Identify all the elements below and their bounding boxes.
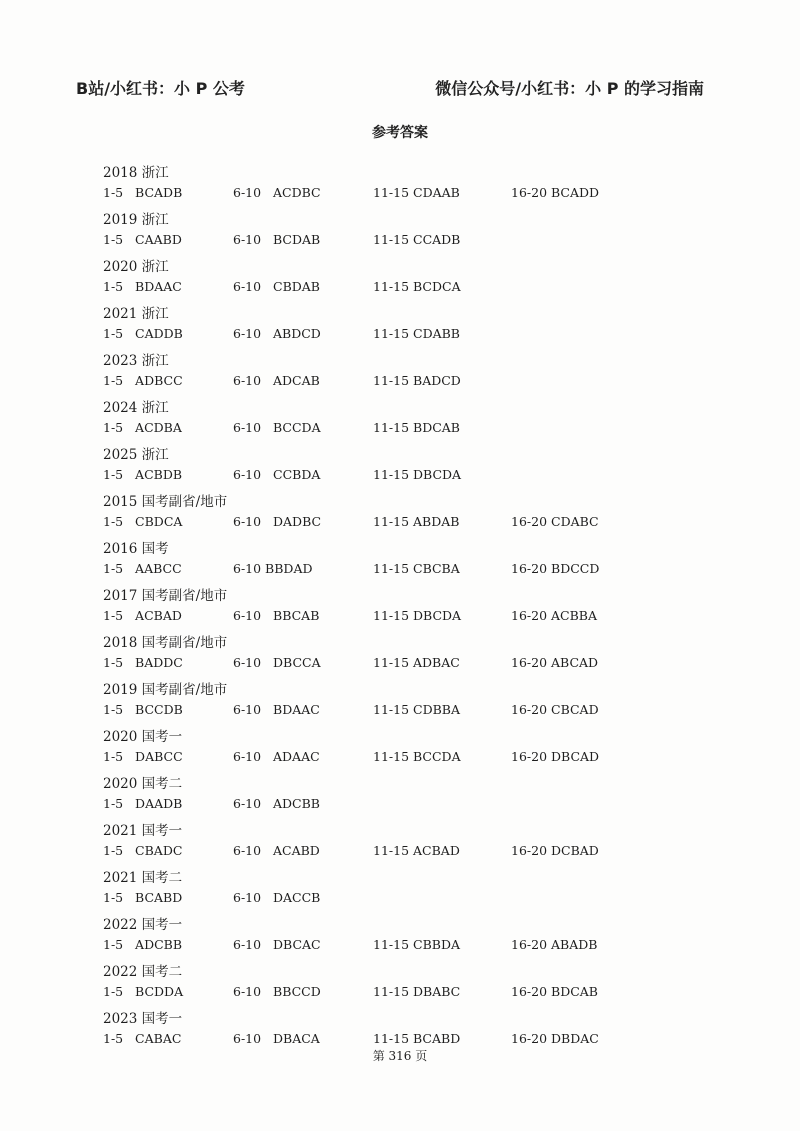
section-title: 2021 国考二 xyxy=(103,870,183,886)
answer-row xyxy=(103,982,598,1002)
answer-group: 1-5 BCABD xyxy=(103,890,183,905)
answer-group: 11-15 BCDCA xyxy=(373,279,461,294)
answer-group: 1-5 DAADB xyxy=(103,796,183,811)
answer-group: 16-20 DCBAD xyxy=(511,843,599,858)
header-left-text: B站/小红书：小 P 公考 xyxy=(76,79,245,98)
answer-row xyxy=(103,841,599,861)
answer-group: 16-20 BDCAB xyxy=(511,984,598,999)
answer-group: 11-15 CDABB xyxy=(373,326,460,341)
answer-row xyxy=(103,277,461,297)
answer-group: 1-5 CBADC xyxy=(103,843,183,858)
answer-group: 16-20 DBDAC xyxy=(511,1031,599,1046)
answer-group: 1-5 CABAC xyxy=(103,1031,182,1046)
answer-group: 16-20 ABCAD xyxy=(511,655,599,670)
answer-section xyxy=(103,446,462,493)
answer-section xyxy=(103,305,460,352)
answer-row xyxy=(103,465,462,485)
page-number: 第 316 页 xyxy=(372,1049,428,1063)
answer-group: 11-15 CBBDA xyxy=(373,937,460,952)
answer-section xyxy=(103,211,461,258)
answer-row xyxy=(103,606,597,626)
answer-group: 11-15 ADBAC xyxy=(373,655,460,670)
answer-group: 1-5 BCADB xyxy=(103,185,183,200)
answer-section xyxy=(103,963,598,1010)
answer-group: 6-10 BCCDA xyxy=(233,420,321,435)
answer-group: 6-10 DBCCA xyxy=(233,655,321,670)
answer-section xyxy=(103,822,599,869)
answer-section xyxy=(103,916,598,963)
answer-group: 16-20 ACBBA xyxy=(511,608,597,623)
answer-group: 6-10 DBCAC xyxy=(233,937,321,952)
answer-group: 6-10 ACABD xyxy=(233,843,320,858)
answer-group: 16-20 BDCCD xyxy=(511,561,600,576)
answer-group: 11-15 ACBAD xyxy=(373,843,460,858)
section-title: 2025 浙江 xyxy=(103,447,169,463)
section-title: 2017 国考副省/地市 xyxy=(103,588,228,604)
header-right-text: 微信公众号/小红书：小 P 的学习指南 xyxy=(435,79,704,98)
answer-row xyxy=(103,512,599,532)
answer-group: 6-10 DACCB xyxy=(233,890,321,905)
answer-group: 6-10 BDAAC xyxy=(233,702,320,717)
answer-row xyxy=(103,183,600,203)
answer-row xyxy=(103,371,461,391)
answer-group: 11-15 BDCAB xyxy=(373,420,460,435)
answer-section xyxy=(103,258,461,305)
answer-group: 6-10 ADCBB xyxy=(233,796,320,811)
answer-group: 11-15 DBCDA xyxy=(373,608,462,623)
answer-group: 6-10 BBDAD xyxy=(233,561,313,576)
answer-group: 1-5 CBDCA xyxy=(103,514,183,529)
answer-row xyxy=(103,418,460,438)
answer-section xyxy=(103,540,600,587)
answer-row xyxy=(103,559,600,579)
section-title: 2016 国考 xyxy=(103,541,169,557)
answer-group: 6-10 BBCAB xyxy=(233,608,320,623)
answer-group: 1-5 BCDDA xyxy=(103,984,184,999)
answer-group: 6-10 CCBDA xyxy=(233,467,321,482)
answer-group: 1-5 CAABD xyxy=(103,232,182,247)
answer-row xyxy=(103,794,320,814)
answer-section xyxy=(103,399,460,446)
answer-group: 11-15 CDAAB xyxy=(373,185,460,200)
answer-section xyxy=(103,681,599,728)
section-title: 2020 国考二 xyxy=(103,776,183,792)
section-title: 2018 国考副省/地市 xyxy=(103,635,228,651)
answer-group: 16-20 DBCAD xyxy=(511,749,600,764)
answer-group: 6-10 BBCCD xyxy=(233,984,321,999)
section-title: 2021 浙江 xyxy=(103,306,169,322)
section-title: 2018 浙江 xyxy=(103,165,169,181)
answer-group: 11-15 DBABC xyxy=(373,984,461,999)
answer-group: 16-20 ABADB xyxy=(511,937,598,952)
page-title: 参考答案 xyxy=(372,125,428,141)
answer-group: 1-5 BCCDB xyxy=(103,702,183,717)
answer-section xyxy=(103,587,597,634)
answer-row xyxy=(103,935,598,955)
answer-section xyxy=(103,164,600,211)
answer-group: 1-5 CADDB xyxy=(103,326,183,341)
answer-group: 11-15 BCABD xyxy=(373,1031,461,1046)
section-title: 2022 国考一 xyxy=(103,917,183,933)
section-title: 2015 国考副省/地市 xyxy=(103,494,228,510)
section-title: 2019 浙江 xyxy=(103,212,169,228)
answer-group: 6-10 ADCAB xyxy=(233,373,320,388)
answer-group: 1-5 AABCC xyxy=(103,561,182,576)
answer-section xyxy=(103,634,599,681)
answer-group: 16-20 CDABC xyxy=(511,514,599,529)
answer-row xyxy=(103,747,600,767)
section-title: 2023 浙江 xyxy=(103,353,169,369)
answer-group: 11-15 CCADB xyxy=(373,232,461,247)
answer-row xyxy=(103,888,321,908)
answer-group: 1-5 DABCC xyxy=(103,749,183,764)
answer-group: 16-20 BCADD xyxy=(511,185,600,200)
answer-group: 6-10 ABDCD xyxy=(233,326,321,341)
answer-section xyxy=(103,728,600,775)
answer-group: 1-5 ACBAD xyxy=(103,608,182,623)
answer-group: 1-5 ADBCC xyxy=(103,373,183,388)
section-title: 2020 浙江 xyxy=(103,259,169,275)
section-title: 2023 国考一 xyxy=(103,1011,183,1027)
answer-section xyxy=(103,775,320,822)
answer-group: 1-5 ADCBB xyxy=(103,937,183,952)
answer-group: 11-15 CDBBA xyxy=(373,702,460,717)
answer-group: 6-10 DBACA xyxy=(233,1031,320,1046)
answer-group: 16-20 CBCAD xyxy=(511,702,599,717)
section-title: 2022 国考二 xyxy=(103,964,183,980)
answer-group: 11-15 BCCDA xyxy=(373,749,461,764)
section-title: 2020 国考一 xyxy=(103,729,183,745)
answer-group: 1-5 BADDC xyxy=(103,655,183,670)
answer-group: 11-15 ABDAB xyxy=(373,514,460,529)
answer-group: 1-5 ACBDB xyxy=(103,467,183,482)
answer-section xyxy=(103,493,599,540)
answer-group: 6-10 ADAAC xyxy=(233,749,320,764)
answer-group: 11-15 CBCBA xyxy=(373,561,460,576)
section-title: 2019 国考副省/地市 xyxy=(103,682,228,698)
answer-group: 11-15 DBCDA xyxy=(373,467,462,482)
answer-row xyxy=(103,653,599,673)
answer-row xyxy=(103,1029,599,1049)
answer-row xyxy=(103,230,461,250)
answer-row xyxy=(103,700,599,720)
answer-section xyxy=(103,869,321,916)
answer-row xyxy=(103,324,460,344)
answer-group: 6-10 DADBC xyxy=(233,514,322,529)
answer-group: 6-10 CBDAB xyxy=(233,279,320,294)
section-title: 2021 国考一 xyxy=(103,823,183,839)
answer-group: 6-10 BCDAB xyxy=(233,232,321,247)
answer-group: 6-10 ACDBC xyxy=(233,185,321,200)
answer-section xyxy=(103,352,461,399)
answer-group: 11-15 BADCD xyxy=(373,373,461,388)
answer-group: 1-5 ACDBA xyxy=(103,420,182,435)
answer-group: 1-5 BDAAC xyxy=(103,279,182,294)
section-title: 2024 浙江 xyxy=(103,400,169,416)
